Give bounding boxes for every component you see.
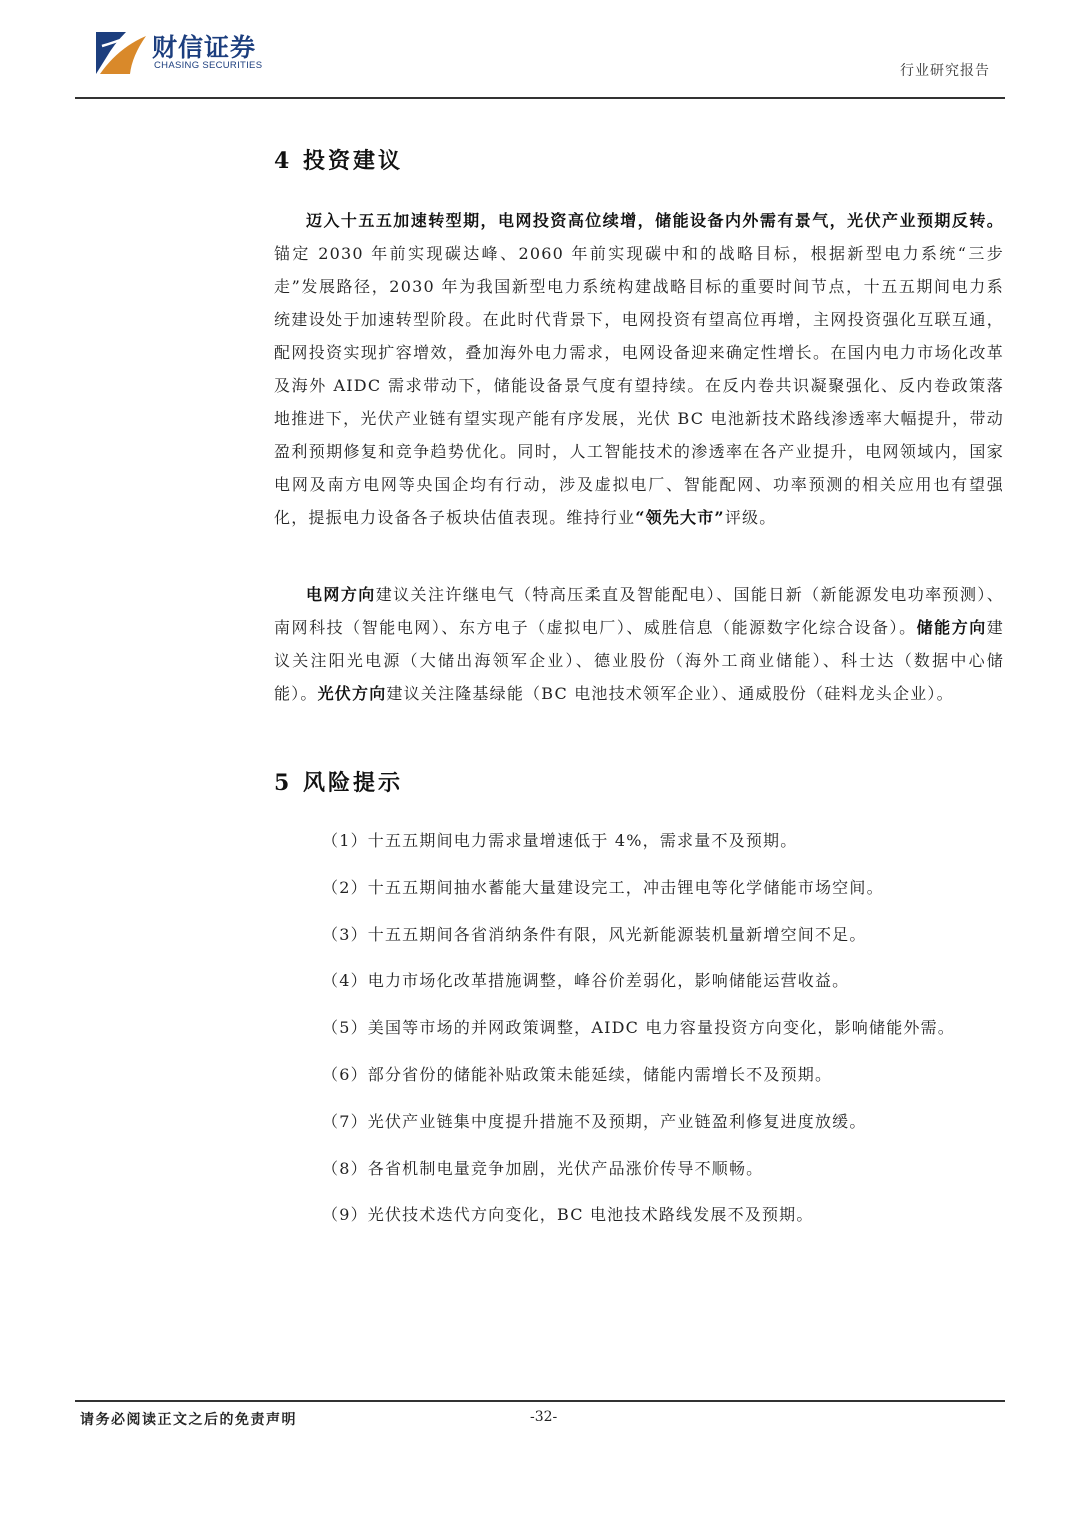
storage-direction-text: 建议关注阳光电源（大储出海领军企业）、德业股份（海外工商业储能）、科士达（数据中心储能）。 [274, 618, 1004, 703]
company-logo [92, 26, 292, 82]
footer-disclaimer: 请务必阅读正文之后的免责声明 [80, 1412, 297, 1428]
pv-direction-text: 建议关注隆基绿能（BC 电池技术领军企业）、通威股份（硅料龙头企业）。 [386, 684, 954, 703]
risk-item: （9）光伏技术迭代方向变化，BC 电池技术路线发展不及预期。 [322, 1205, 814, 1225]
investment-thesis: 迈入十五五加速转型期，电网投资高位续增，储能设备内外需有景气，光伏产业预期反转。 [306, 211, 1004, 230]
investment-paragraph [274, 204, 1004, 534]
rating-suffix: 评级。 [724, 508, 777, 527]
footer-divider [75, 1400, 1005, 1402]
risk-item: （1）十五五期间电力需求量增速低于 4%，需求量不及预期。 [322, 831, 798, 850]
storage-direction-label: 储能方向 [916, 618, 987, 637]
brand-name-cn: 财信证券 [152, 33, 257, 62]
section-title-risk: 5 风险提示 [274, 770, 403, 796]
recommendation-paragraph [274, 578, 1004, 710]
risk-item: （4）电力市场化改革措施调整，峰谷价差弱化，影响储能运营收益。 [322, 971, 850, 991]
risk-item: （6）部分省份的储能补贴政策未能延续，储能内需增长不及预期。 [322, 1064, 833, 1084]
risk-item: （7）光伏产业链集中度提升措施不及预期，产业链盈利修复进度放缓。 [322, 1111, 867, 1131]
page-number: -32- [530, 1409, 558, 1425]
section-title-investment: 4 投资建议 [274, 148, 403, 174]
investment-body-text: 锚定 2030 年前实现碳达峰、2060 年前实现碳中和的战略目标，根据新型电力系统“三步走”发展路径，2030 年为我国新型电力系统构建战略目标的重要时间节点，十五五期间电力系统建设处于加速转型阶段。在此时代背景下，电网投资有望高位再增，主网投资强化互联互通，配网投资实现扩容增效，叠加海外电力需求，电网设备迎来确定性增长。在国内电力市场化改革及海外 AIDC 需求带动下，储能设备景气度有望持续。在反内卷共识凝聚强化、反内卷政策落地推进下，光伏产业链有望实现产能有序发展，光伏 BC 电池新技术路线渗透率大幅提升，带动盈利预期修复和竞争趋势优化。同时，人工智能技术的渗透率在各产业提升，电网领域内，国家电网及南方电网等央国企均有行动，涉及虚拟电厂、智能配网、功率预测的相关应用也有望强化，提振电力设备各子板块估值表现。维持行业 [274, 244, 1004, 527]
header-divider [75, 97, 1005, 99]
risk-item: （8）各省机制电量竞争加剧，光伏产品涨价传导不顺畅。 [322, 1158, 764, 1178]
risk-list [322, 828, 955, 1249]
brand-name-en: CHASING SECURITIES [154, 60, 263, 71]
chasing-securities-logo-icon [92, 26, 148, 78]
pv-direction-label: 光伏方向 [317, 684, 387, 703]
grid-direction-text: 建议关注许继电气（特高压柔直及智能配电）、国能日新（新能源发电功率预测）、南网科技（智能电网）、东方电子（虚拟电厂）、威胜信息（能源数字化综合设备）。 [274, 585, 1004, 637]
risk-item: （5）美国等市场的并网政策调整，AIDC 电力容量投资方向变化，影响储能外需。 [322, 1018, 956, 1038]
industry-rating: “领先大市” [635, 508, 725, 527]
risk-item: （2）十五五期间抽水蓄能大量建设完工，冲击锂电等化学储能市场空间。 [322, 877, 884, 897]
grid-direction-label: 电网方向 [306, 585, 376, 604]
risk-item: （3）十五五期间各省消纳条件有限，风光新能源装机量新增空间不足。 [322, 924, 867, 944]
report-type-label: 行业研究报告 [900, 63, 990, 79]
